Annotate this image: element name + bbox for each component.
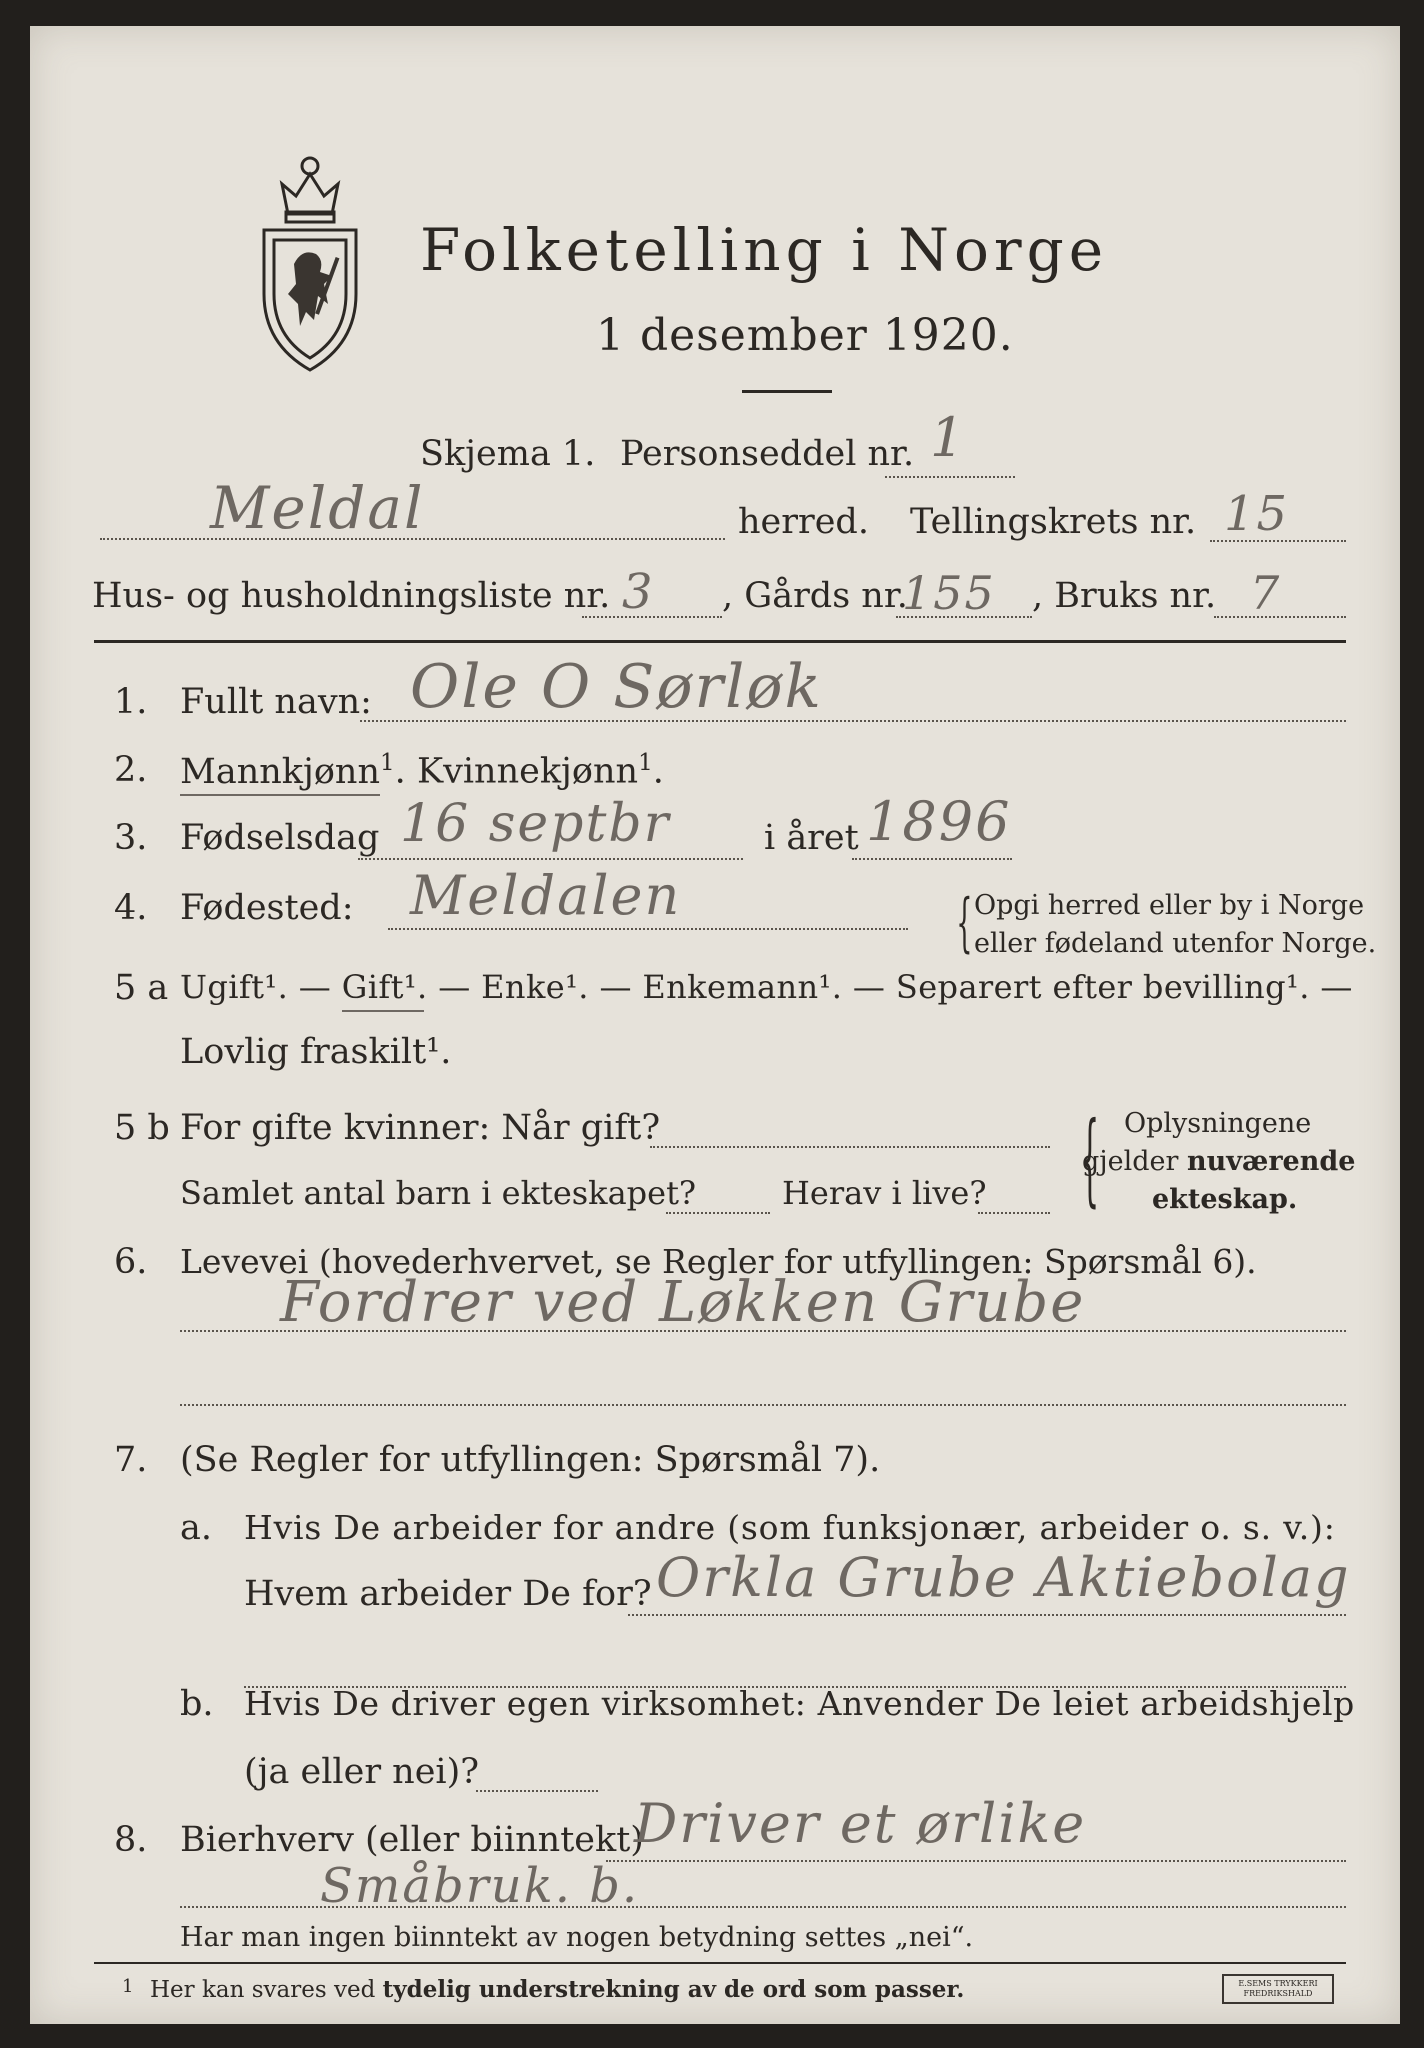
q3-label: Fødselsdag [180,818,380,858]
gender-male-option[interactable]: Mannkjønn [180,752,380,796]
q7a-line1: Hvis De arbeider for andre (som funksjonær, arbeider o. s. v.): [244,1508,1336,1547]
census-date: 1 desember 1920. [596,310,1014,361]
footnote-text: Her kan svares ved tydelig understrekning av de ord som passer. [150,1976,965,2003]
herred-value: Meldal [210,474,425,542]
full-name-value: Ole O Sørløk [410,652,823,722]
q4-number: 4. [114,888,148,928]
gender-female-option[interactable]: Kvinnekjønn [416,751,639,792]
tellingskrets-value: 15 [1224,486,1290,542]
children-alive-field[interactable] [978,1212,1050,1214]
printer-line2: FREDRIKSHALD [1243,1989,1313,1998]
personseddel-label: Personseddel nr. [620,434,915,474]
q5b-note-line1: Oplysningene [1124,1108,1312,1139]
header-divider [94,640,1346,643]
married-when-field[interactable] [650,1146,1050,1148]
birthdate-value: 16 septbr [400,794,671,854]
birthdate-field[interactable] [358,858,743,860]
printer-line1: E.SEMS TRYKKERI [1238,1979,1318,1988]
gards-value: 155 [902,566,996,620]
q1-number: 1. [114,682,148,722]
q5a-number: 5 a [114,968,169,1008]
q5b-note-line2: gjelder nuværende [1082,1146,1356,1177]
q7a-letter: a. [180,1508,212,1548]
q4-note-bracket: { [956,886,973,960]
marital-status-options[interactable]: Ugift¹. — Gift¹. — Enke¹. — Enkemann¹. — Separert efter bevilling¹. — [180,968,1353,1006]
bruks-label: , Bruks nr. [1032,576,1217,616]
hired-help-field[interactable] [476,1790,598,1792]
q8-label: Bierhverv (eller biinntekt) [180,1820,644,1860]
side-income-value-line2: Småbruk. b. [320,1858,640,1914]
q5b-note-bracket: { [1080,1100,1100,1217]
q2-number: 2. [114,750,148,790]
q5b-note-line3: ekteskap. [1152,1184,1298,1215]
q6-label: Levevei (hovederhvervet, se Regler for utfyllingen: Spørsmål 6). [180,1242,1257,1281]
census-form-sheet [30,26,1400,2024]
employer-value: Orkla Grube Aktiebolag [656,1546,1351,1609]
q7-number: 7. [114,1440,148,1480]
side-income-value-line1: Driver et ørlike [634,1792,1087,1855]
q6-number: 6. [114,1242,148,1282]
q5b-line1: For gifte kvinner: Når gift? [180,1108,661,1148]
tellingskrets-label: Tellingskrets nr. [910,502,1197,542]
occupation-value: Fordrer ved Løkken Grube [280,1270,1086,1335]
q7-label: (Se Regler for utfyllingen: Spørsmål 7). [180,1440,881,1480]
coat-of-arms-icon [250,144,370,374]
birthplace-value: Meldalen [410,864,682,927]
q5b-number: 5 b [114,1108,170,1148]
form-title: Folketelling i Norge [420,216,1109,284]
q1-label: Fullt navn: [180,682,372,722]
q8-number: 8. [114,1820,148,1860]
q7b-letter: b. [180,1684,214,1724]
title-divider [742,390,832,393]
q7b-line1: Hvis De driver egen virksomhet: Anvender De leiet arbeidshjelp [244,1684,1355,1723]
q2-options: Mannkjønn$^1$. Kvinnekjønn$^1$. [180,750,664,792]
employer-field-line1[interactable] [628,1614,1346,1616]
birthyear-value: 1896 [866,790,1012,853]
husliste-value: 3 [622,564,655,620]
personseddel-value: 1 [930,406,967,469]
side-income-field-line1[interactable] [606,1860,1346,1862]
q4-note-line1: Opgi herred eller by i Norge [974,890,1365,921]
birthyear-field[interactable] [852,858,1012,860]
personseddel-field[interactable] [885,476,1015,478]
occupation-field-line2[interactable] [180,1404,1346,1406]
husliste-label: Hus- og husholdningsliste nr. [92,576,611,616]
q7b-line2: (ja eller nei)? [244,1752,480,1792]
q4-note-line2: eller fødeland utenfor Norge. [974,928,1377,959]
q3-year-label: i året [764,818,859,858]
marital-status-divorced[interactable]: Lovlig fraskilt¹. [180,1032,452,1072]
footer-divider [94,1962,1346,1964]
q5b-children-label: Samlet antal barn i ekteskapet? [180,1174,697,1212]
q7a-line2: Hvem arbeider De for? [244,1574,652,1614]
herred-label: herred. [738,502,869,542]
bruks-value: 7 [1250,566,1282,620]
q5b-alive-label: Herav i live? [782,1174,987,1212]
gards-label: , Gårds nr. [722,576,908,616]
children-total-field[interactable] [666,1212,770,1214]
birthplace-field[interactable] [388,928,908,930]
printer-mark [1222,1974,1334,2004]
q4-label: Fødested: [180,888,354,928]
footnote-number: 1 [122,1976,134,1997]
schema-label: Skjema 1. [420,434,596,474]
q3-number: 3. [114,818,148,858]
married-underline [342,1010,424,1012]
q8-note: Har man ingen biinntekt av nogen betydning settes „nei“. [180,1922,974,1953]
